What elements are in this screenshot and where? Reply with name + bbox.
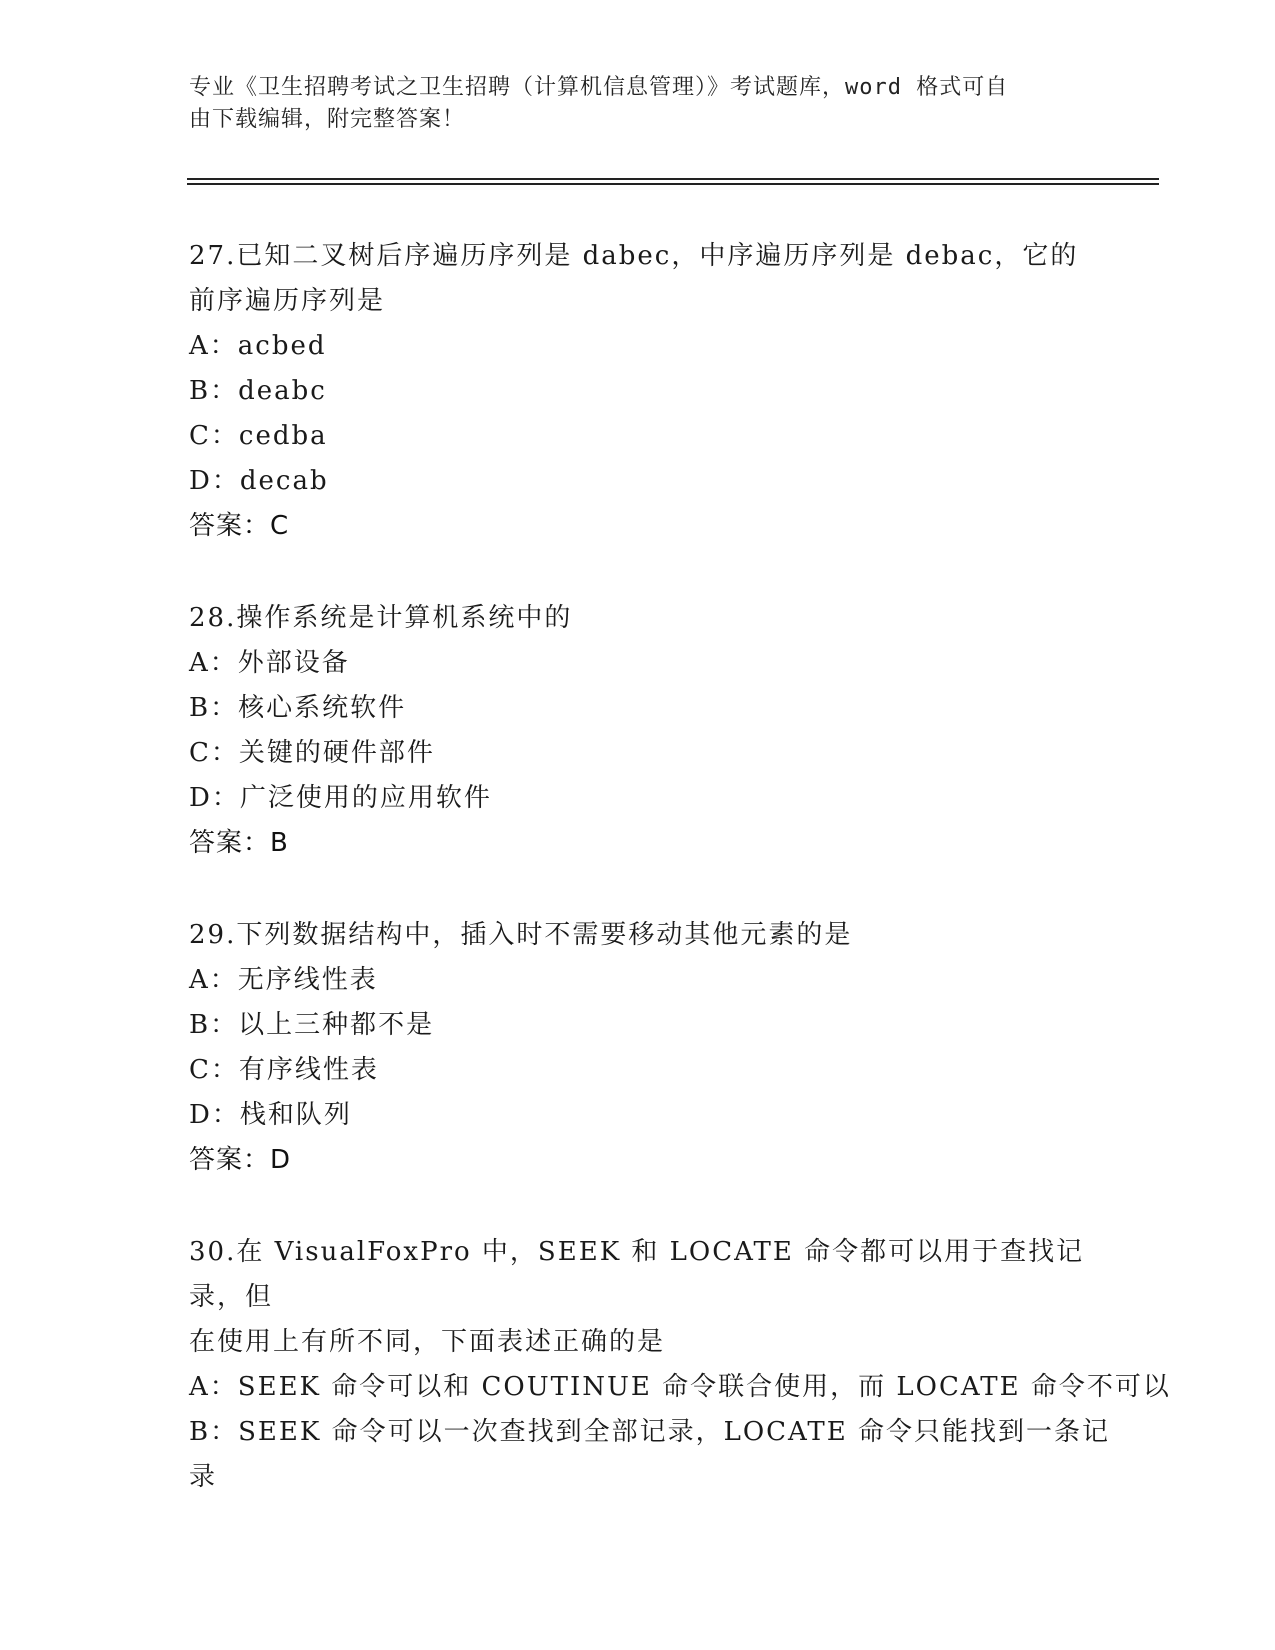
question-28 <box>189 596 1089 866</box>
answer-label: 答案：B <box>189 828 289 858</box>
question-spacer <box>189 1183 1089 1230</box>
question-29 <box>189 913 1089 1183</box>
option-b: B：deabc <box>189 376 327 406</box>
question-stem-line: 前序遍历序列是 <box>189 286 386 316</box>
question-spacer <box>189 866 1089 913</box>
option-b-continued: 录 <box>189 1462 218 1492</box>
question-27 <box>189 234 1089 549</box>
question-list <box>189 234 1171 1500</box>
question-stem-line: 28.操作系统是计算机系统中的 <box>189 603 573 633</box>
option-d: D：栈和队列 <box>189 1100 352 1130</box>
question-stem-line: 在使用上有所不同，下面表述正确的是 <box>189 1327 666 1357</box>
option-d: D：广泛使用的应用软件 <box>189 783 492 813</box>
option-a: A：SEEK 命令可以和 COUTINUE 命令联合使用，而 LOCATE 命令不可以 <box>189 1372 1171 1402</box>
option-b: B：核心系统软件 <box>189 693 407 723</box>
question-stem-line: 29.下列数据结构中，插入时不需要移动其他元素的是 <box>189 920 853 950</box>
answer-label: 答案：C <box>189 511 290 541</box>
option-a: A：外部设备 <box>189 648 350 678</box>
header-divider-bottom <box>187 183 1159 185</box>
option-b: B：以上三种都不是 <box>189 1010 435 1040</box>
header-line-1: 专业《卫生招聘考试之卫生招聘（计算机信息管理）》考试题库，word 格式可自 <box>189 75 1009 100</box>
option-d: D：decab <box>189 466 329 496</box>
document-header <box>189 72 1089 136</box>
option-b: B：SEEK 命令可以一次查找到全部记录，LOCATE 命令只能找到一条记 <box>189 1417 1110 1447</box>
option-c: C：cedba <box>189 421 328 451</box>
question-stem-line: 30.在 VisualFoxPro 中，SEEK 和 LOCATE 命令都可以用于查找记录，但 <box>189 1237 1085 1312</box>
option-c: C：有序线性表 <box>189 1055 379 1085</box>
option-c: C：关键的硬件部件 <box>189 738 435 768</box>
option-a: A：acbed <box>189 331 327 361</box>
question-30 <box>189 1230 1171 1500</box>
question-stem-line: 27.已知二叉树后序遍历序列是 dabec，中序遍历序列是 debac，它的 <box>189 241 1079 271</box>
question-spacer <box>189 549 1089 596</box>
option-a: A：无序线性表 <box>189 965 378 995</box>
header-divider-top <box>187 178 1159 180</box>
answer-label: 答案：D <box>189 1145 292 1175</box>
header-line-2: 由下载编辑，附完整答案！ <box>189 107 466 132</box>
